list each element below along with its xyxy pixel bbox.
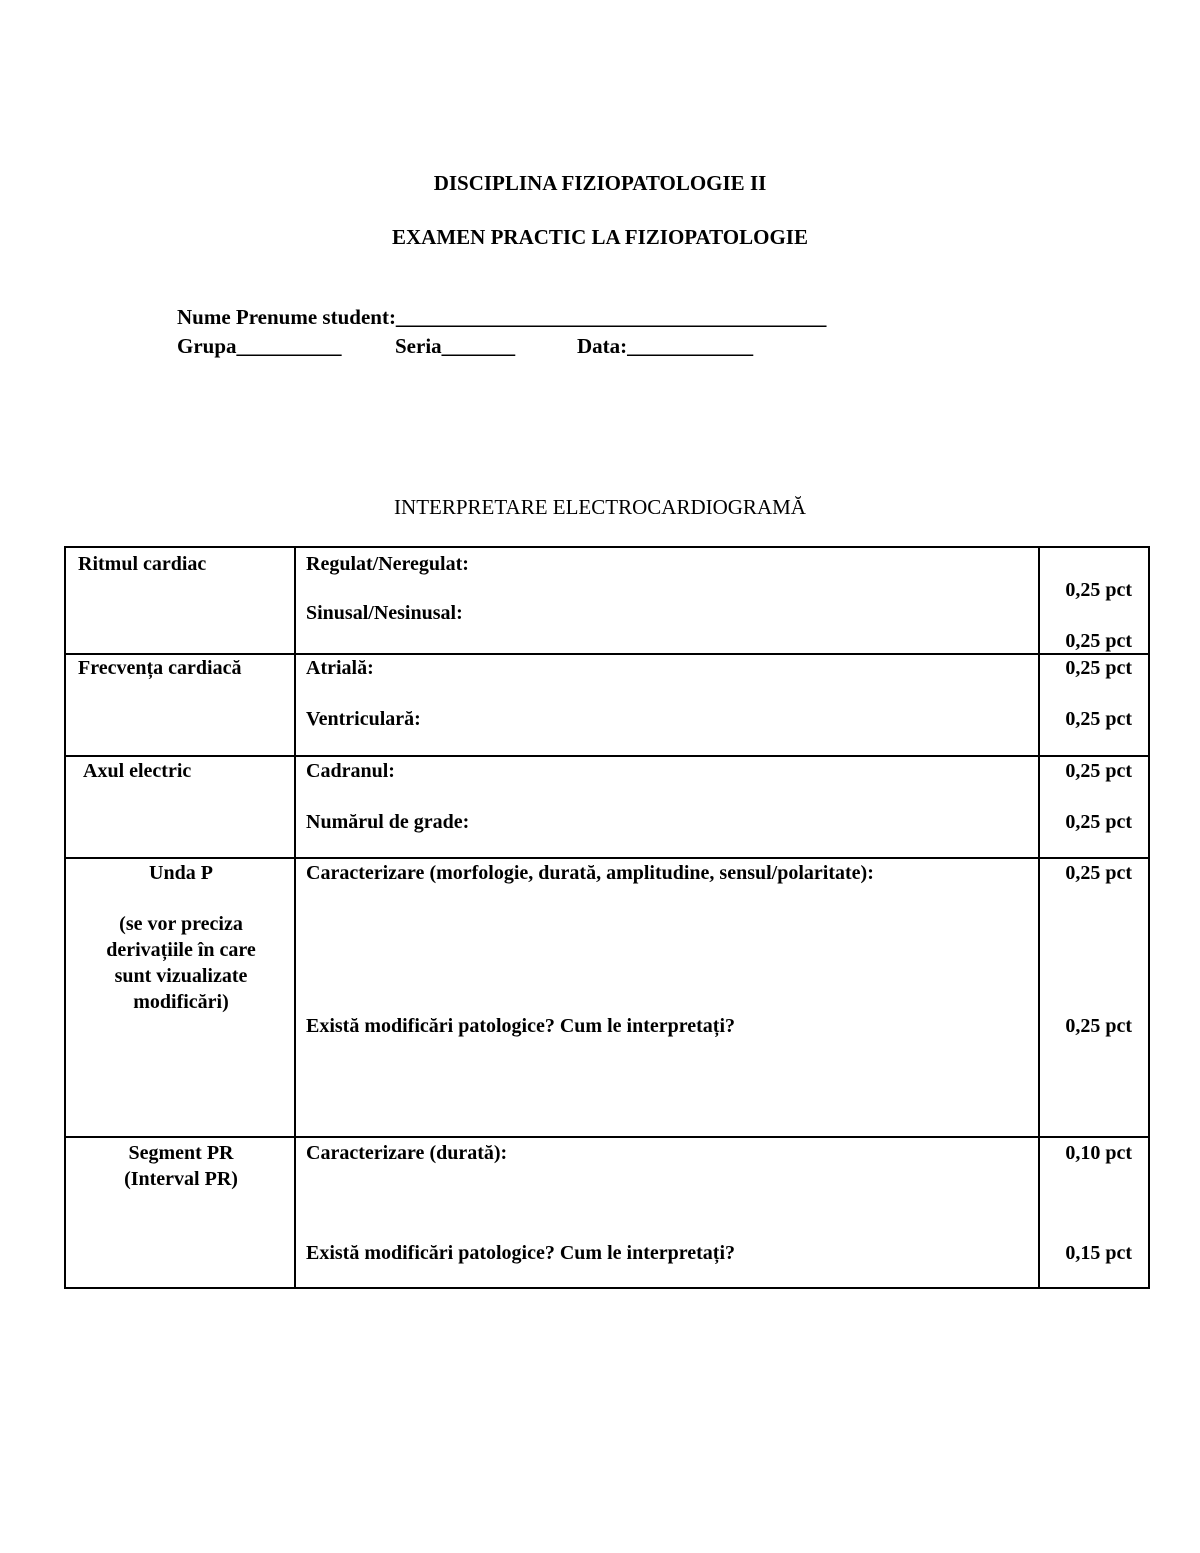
points-atrial: 0,25 pct — [1065, 657, 1132, 679]
exam-title: EXAMEN PRACTIC LA FIZIOPATOLOGIE — [392, 225, 808, 249]
item-degrees: Numărul de grade: — [306, 811, 470, 833]
item-pr-characterization: Caracterizare (durată): — [306, 1142, 508, 1164]
item-regular-irregular: Regulat/Neregulat: — [306, 553, 469, 575]
group-field[interactable]: Grupa__________ — [177, 334, 342, 358]
row-label-heart-rate: Frecvența cardiacă — [78, 657, 242, 679]
points-pr-characterization: 0,10 pct — [1065, 1142, 1132, 1164]
points-p-wave-characterization: 0,25 pct — [1065, 862, 1132, 884]
discipline-heading: DISCIPLINA FIZIOPATOLOGIE II — [433, 171, 767, 195]
item-p-wave-characterization: Caracterizare (morfologie, durată, amplitudine, sensul/polaritate): — [306, 862, 874, 884]
table-row-divider — [66, 857, 1148, 859]
p-wave-note-line: (se vor preciza — [119, 913, 243, 935]
row-label-pr-interval: (Interval PR) — [124, 1168, 238, 1190]
points-sinus-nonsinus: 0,25 pct — [1065, 630, 1132, 652]
item-quadrant: Cadranul: — [306, 760, 395, 782]
points-pr-pathology: 0,15 pct — [1065, 1242, 1132, 1264]
item-atrial: Atrială: — [306, 657, 374, 679]
item-pr-pathology: Există modificări patologice? Cum le interpretați? — [306, 1242, 736, 1264]
series-field[interactable]: Seria_______ — [395, 334, 516, 358]
row-label-heart-rhythm: Ritmul cardiac — [78, 553, 207, 575]
row-label-pr-segment: Segment PR — [128, 1142, 234, 1164]
points-ventricular: 0,25 pct — [1065, 708, 1132, 730]
student-name-field[interactable]: Nume Prenume student:_________________________________________ — [177, 305, 827, 329]
points-quadrant: 0,25 pct — [1065, 760, 1132, 782]
item-sinus-nonsinus: Sinusal/Nesinusal: — [306, 602, 463, 624]
points-degrees: 0,25 pct — [1065, 811, 1132, 833]
row-label-electric-axis: Axul electric — [83, 760, 192, 782]
table-column-divider — [1038, 548, 1040, 1287]
ecg-interpretation-table — [64, 546, 1150, 1289]
p-wave-note-line: modificări) — [133, 991, 229, 1013]
table-row-divider — [66, 1136, 1148, 1138]
points-regular-irregular: 0,25 pct — [1065, 579, 1132, 601]
item-ventricular: Ventriculară: — [306, 708, 421, 730]
date-field[interactable]: Data:____________ — [577, 334, 754, 358]
section-title: INTERPRETARE ELECTROCARDIOGRAMĂ — [394, 495, 806, 519]
row-label-p-wave: Unda P — [149, 862, 213, 884]
points-p-wave-pathology: 0,25 pct — [1065, 1015, 1132, 1037]
item-p-wave-pathology: Există modificări patologice? Cum le interpretați? — [306, 1015, 736, 1037]
table-row-divider — [66, 755, 1148, 757]
p-wave-note-line: derivațiile în care — [106, 939, 256, 961]
p-wave-note-line: sunt vizualizate — [114, 965, 248, 987]
